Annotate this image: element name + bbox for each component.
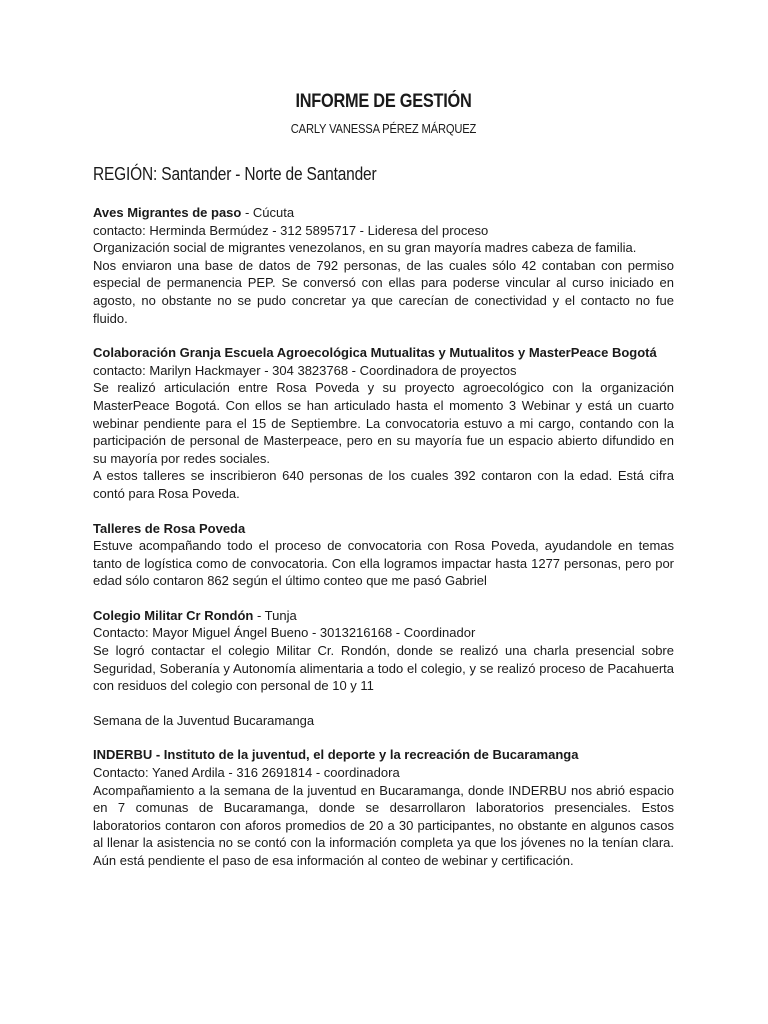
document-page (93, 88, 674, 870)
section-semana-juventud (93, 712, 674, 730)
contact-line: Contacto: Yaned Ardila - 316 2691814 - coordinadora (93, 765, 400, 781)
section-heading (93, 520, 674, 538)
section-heading (93, 746, 674, 764)
paragraph: Acompañamiento a la semana de la juventud en Bucaramanga, donde INDERBU nos abrió espacio en 7 comunas de Bucaramanga, donde se desarrollaron laboratorios presenciales. Estos laboratorios contaron con aforos promedios de 20 a 30 participantes, no obstante en algunos casos al llenar la asistencia no se contó con la información completa ya que los jóvenes no la tenían clara. Aún está pendiente el paso de esa información al conteo de webinar y certificación. (93, 782, 674, 868)
organization-name: Colaboración Granja Escuela Agroecológica Mutualitas y Mutualitos y MasterPeace Bogotá (93, 345, 657, 361)
section-talleres-rosa-poveda (93, 520, 674, 590)
contact-line: Contacto: Mayor Miguel Ángel Bueno - 3013216168 - Coordinador (93, 625, 476, 641)
organization-name: Talleres de Rosa Poveda (93, 520, 246, 536)
section-heading (93, 204, 674, 222)
organization-name: INDERBU - Instituto de la juventud, el deporte y la recreación de Bucaramanga (93, 747, 579, 763)
document-title: INFORME DE GESTIÓN (295, 91, 472, 112)
section-heading (93, 607, 674, 625)
organization-name: Aves Migrantes de paso (93, 205, 242, 220)
plain-heading: Semana de la Juventud Bucaramanga (93, 712, 315, 728)
paragraph: A estos talleres se inscribieron 640 personas de los cuales 392 contaron con la edad. Está cifra contó para Rosa Poveda. (93, 468, 674, 501)
paragraph: Nos enviaron una base de datos de 792 personas, de las cuales sólo 42 contaban con permiso especial de permanencia PEP. Se conversó con ellas para poderse vincular al curso iniciado en agosto, no obstante no se pudo concretar ya que carecían de conectividad y el contacto no fue fluido. (93, 257, 674, 326)
region-heading: REGIÓN: Santander - Norte de Santander (93, 164, 377, 184)
paragraph: Estuve acompañando todo el proceso de convocatoria con Rosa Poveda, ayudandole en temas tanto de logística como de convocatoria. Con ella logramos impactar hasta 1277 personas, pero por edad sólo contaron 862 según el último conteo que me pasó Gabriel (93, 538, 674, 589)
section-colegio-militar (93, 607, 674, 695)
contact-line: contacto: Marilyn Hackmayer - 304 3823768 - Coordinadora de proyectos (93, 362, 517, 378)
section-aves-migrantes (93, 204, 674, 327)
paragraph: Se logró contactar el colegio Militar Cr. Rondón, donde se realizó una charla presencial sobre Seguridad, Soberanía y Autonomía alimentaria a todo el colegio, y se realizó proceso de Pacahuerta con residuos del colegio con personal de 10 y 11 (93, 643, 674, 694)
organization-location: - Tunja (253, 607, 297, 623)
section-heading (93, 344, 674, 362)
organization-name: Colegio Militar Cr Rondón (93, 607, 254, 623)
section-granja-escuela (93, 344, 674, 502)
paragraph: Organización social de migrantes venezolanos, en su gran mayoría madres cabeza de familia. (93, 240, 637, 256)
paragraph: Se realizó articulación entre Rosa Poveda y su proyecto agroecológico con la organización MasterPeace Bogotá. Con ellos se han articulado hasta el momento 3 Webinar y está un cuarto webinar pendiente para el 15 de Septiembre. La convocatoria estuvo a mi cargo, contando con la participación de personal de Masterpeace, pero en su mayoría fue un espacio abierto difundido en su mayoría por redes sociales. (93, 380, 674, 466)
contact-line: contacto: Herminda Bermúdez - 312 5895717 - Lideresa del proceso (93, 222, 489, 238)
organization-location: - Cúcuta (241, 205, 295, 220)
section-inderbu (93, 746, 674, 869)
document-author: CARLY VANESSA PÉREZ MÁRQUEZ (290, 121, 477, 136)
